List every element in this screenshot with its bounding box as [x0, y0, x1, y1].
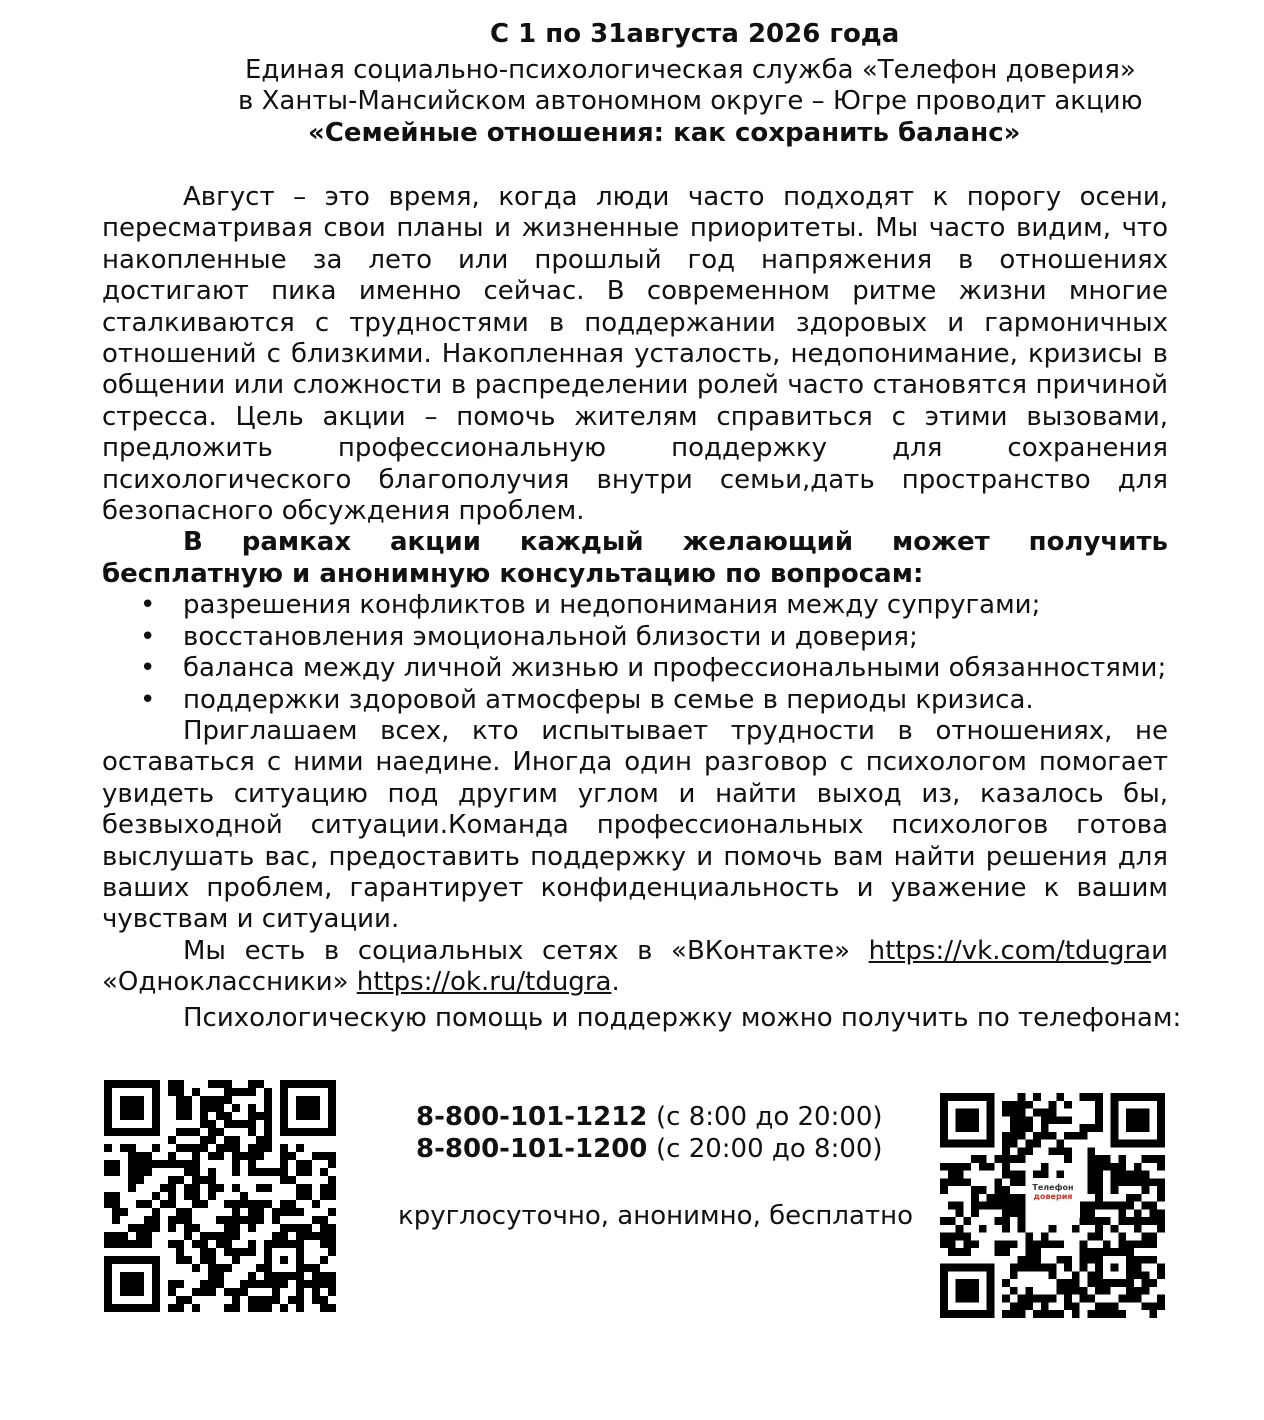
invite-paragraph: Приглашаем всех, кто испытывает трудности в отношениях, не оставаться с ними наедине. Иногда один разговор с психологом помогает увидеть ситуацию под другим углом и найти выход из, казалось бы, безвыходной ситуации.Команда профессиональных психологов готова выслушать вас, предоставить поддержку и помочь вам найти решения для ваших проблем, гарантирует конфиденциальность и уважение к вашим чувствам и ситуации.	[102, 715, 1168, 935]
service-name: Единая социально-психологическая служба «Телефон доверия»	[245, 55, 1136, 85]
bullet-icon: •	[140, 590, 156, 621]
phones-lead: Психологическую помощь и поддержку можно получить по телефонам:	[183, 1003, 1182, 1033]
list-item	[102, 653, 1168, 684]
list-item-text: поддержки здоровой атмосферы в семье в периоды кризиса.	[183, 684, 1034, 715]
phone-number[interactable]: 8-800-101-1200	[416, 1134, 648, 1164]
social-prefix: Мы есть в социальных сетях в «ВКонтакте»	[183, 935, 869, 966]
logo-text: Телефон	[1032, 1183, 1074, 1192]
ok-qr-code-icon[interactable]	[940, 1093, 1165, 1318]
list-item	[102, 590, 1168, 621]
phone-hours: (с 20:00 до 8:00)	[656, 1134, 883, 1164]
tagline: круглосуточно, анонимно, бесплатно	[398, 1201, 914, 1231]
bullet-icon: •	[140, 621, 156, 652]
phone-row	[416, 1101, 883, 1133]
bullet-icon: •	[140, 684, 156, 715]
region-line: в Ханты-Мансийском автономном округе – Югре проводит акцию	[238, 86, 1143, 116]
social-suffix: .	[611, 967, 620, 998]
social-paragraph	[102, 936, 1168, 999]
intro-paragraph: Август – это время, когда люди часто подходят к порогу осени, пересматривая свои планы и жизненные приоритеты. Мы часто видим, что накопленные за лето или прошлый год напряжения в отношениях достигают пика именно сейчас. В современном ритме жизни многие сталкиваются с трудностями в поддержании здоровых и гармоничных отношений с близкими. Накопленная усталость, недопонимание, кризисы в общении или сложности в распределении ролей часто становятся причиной стресса. Цель акции – помочь жителям справиться с этими вызовами, предложить профессиональную поддержку для сохранения психологического благополучия внутри семьи,дать пространство для безопасного обсуждения проблем.	[102, 182, 1168, 527]
list-item-text: баланса между личной жизнью и профессиональными обязанностями;	[183, 653, 1167, 684]
phone-hours: (с 8:00 до 20:00)	[656, 1102, 883, 1132]
campaign-title: «Семейные отношения: как сохранить баланс»	[308, 118, 1021, 148]
ok-link[interactable]: https://ok.ru/tdugra	[356, 967, 612, 998]
body-text	[102, 182, 1168, 999]
list-item-text: восстановления эмоциональной близости и доверия;	[183, 621, 918, 652]
social-middle: и «Одноклассники»	[102, 935, 1168, 998]
bullet-icon: •	[140, 653, 156, 684]
phone-row	[416, 1133, 883, 1165]
phone-number[interactable]: 8-800-101-1212	[416, 1102, 648, 1132]
vk-qr-code-icon[interactable]	[104, 1080, 336, 1312]
offer-paragraph: В рамках акции каждый желающий может получить бесплатную и анонимную консультацию по вопросам:	[102, 527, 1168, 589]
list-item	[102, 685, 1168, 716]
trust-phone-logo-icon	[1026, 1178, 1080, 1218]
topics-list	[102, 590, 1168, 716]
campaign-dates: С 1 по 31августа 2026 года	[490, 19, 900, 49]
list-item	[102, 622, 1168, 653]
qr-code-graphic	[104, 1080, 336, 1312]
vk-link[interactable]: https://vk.com/tdugra	[868, 935, 1152, 966]
list-item-text: разрешения конфликтов и недопонимания между супругами;	[183, 590, 1041, 621]
logo-text: доверия	[1033, 1192, 1073, 1201]
